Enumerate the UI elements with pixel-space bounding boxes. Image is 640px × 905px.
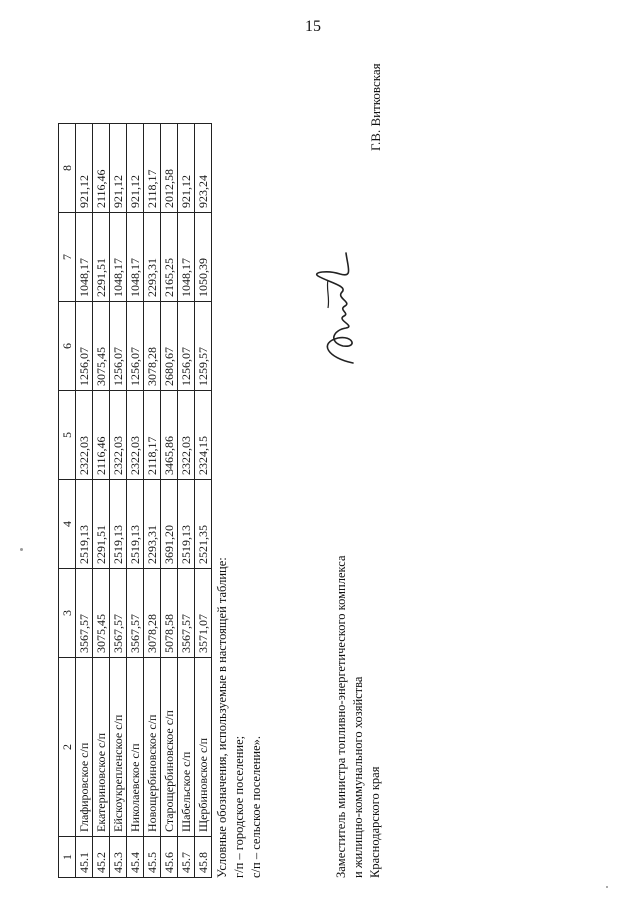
table-cell: 3567,57 bbox=[127, 569, 144, 658]
scan-artifact bbox=[20, 548, 23, 551]
table-cell: 2519,13 bbox=[127, 480, 144, 569]
table-cell: 2293,31 bbox=[144, 213, 161, 302]
table-cell: 45.3 bbox=[110, 837, 127, 878]
legend-item-gp: г/п – городское поселение; bbox=[232, 735, 246, 878]
table-cell: 2324,15 bbox=[195, 391, 212, 480]
legend-block bbox=[214, 557, 265, 878]
tariff-table bbox=[58, 123, 212, 878]
table-cell: 923,24 bbox=[195, 124, 212, 213]
column-number: 7 bbox=[59, 213, 76, 302]
table-cell: 1048,17 bbox=[127, 213, 144, 302]
column-number: 1 bbox=[59, 837, 76, 878]
scan-artifact-2 bbox=[606, 886, 608, 888]
table-cell: 2116,46 bbox=[93, 391, 110, 480]
table-cell: 2118,17 bbox=[144, 391, 161, 480]
table-cell: Старощербиновское с/п bbox=[161, 658, 178, 837]
table-cell: 921,12 bbox=[110, 124, 127, 213]
table-cell: 1048,17 bbox=[76, 213, 93, 302]
table-cell: 3078,28 bbox=[144, 302, 161, 391]
table-cell: 2012,58 bbox=[161, 124, 178, 213]
table-cell: 45.1 bbox=[76, 837, 93, 878]
table-cell: 2322,03 bbox=[76, 391, 93, 480]
table-row bbox=[127, 124, 144, 878]
table-cell: 2519,13 bbox=[110, 480, 127, 569]
table-cell: Глафировское с/п bbox=[76, 658, 93, 837]
table-cell: 1050,39 bbox=[195, 213, 212, 302]
column-number: 3 bbox=[59, 569, 76, 658]
table-cell: 2291,51 bbox=[93, 480, 110, 569]
table-cell: Николаевское с/п bbox=[127, 658, 144, 837]
table-cell: 1048,17 bbox=[178, 213, 195, 302]
table-cell: 1048,17 bbox=[110, 213, 127, 302]
table-cell: 45.7 bbox=[178, 837, 195, 878]
page-number: 15 bbox=[305, 18, 321, 35]
table-row bbox=[195, 124, 212, 878]
table-header-row bbox=[59, 124, 76, 878]
legend-item-sp: с/п – сельское поселение». bbox=[249, 735, 263, 878]
table-cell: 2521,35 bbox=[195, 480, 212, 569]
table-cell: 921,12 bbox=[76, 124, 93, 213]
rotated-content bbox=[28, 38, 628, 878]
column-number: 2 bbox=[59, 658, 76, 837]
table-cell: 2291,51 bbox=[93, 213, 110, 302]
table-row bbox=[76, 124, 93, 878]
table-cell: 2680,67 bbox=[161, 302, 178, 391]
table-cell: 2322,03 bbox=[127, 391, 144, 480]
signatory-name: Г.В. Витковская bbox=[368, 63, 383, 151]
table-cell: 1259,57 bbox=[195, 302, 212, 391]
table-cell: 2293,31 bbox=[144, 480, 161, 569]
column-number: 4 bbox=[59, 480, 76, 569]
table-cell: 3078,28 bbox=[144, 569, 161, 658]
table-cell: 2165,25 bbox=[161, 213, 178, 302]
table-cell: 1256,07 bbox=[178, 302, 195, 391]
column-number: 8 bbox=[59, 124, 76, 213]
table-cell: 3075,45 bbox=[93, 302, 110, 391]
table-cell: 45.4 bbox=[127, 837, 144, 878]
table-row bbox=[144, 124, 161, 878]
table-cell: 2322,03 bbox=[178, 391, 195, 480]
table-cell: 921,12 bbox=[178, 124, 195, 213]
table-cell: 3691,20 bbox=[161, 480, 178, 569]
table-cell: Щербиновское с/п bbox=[195, 658, 212, 837]
signatory-line-3: Краснодарского края bbox=[368, 766, 382, 878]
table-cell: Екатериновское с/п bbox=[93, 658, 110, 837]
signatory-line-1: Заместитель министра топливно-энергетического комплекса bbox=[334, 555, 348, 878]
table-cell: 3075,45 bbox=[93, 569, 110, 658]
table-cell: 3465,86 bbox=[161, 391, 178, 480]
table-cell: 2322,03 bbox=[110, 391, 127, 480]
table-cell: 2519,13 bbox=[76, 480, 93, 569]
table-cell: 5078,58 bbox=[161, 569, 178, 658]
table-cell: 3567,57 bbox=[76, 569, 93, 658]
table-cell: 3571,07 bbox=[195, 569, 212, 658]
table-cell: 2519,13 bbox=[178, 480, 195, 569]
table-cell: 45.2 bbox=[93, 837, 110, 878]
table-cell: 2118,17 bbox=[144, 124, 161, 213]
table-cell: 921,12 bbox=[127, 124, 144, 213]
signatory-line-2: и жилищно-коммунального хозяйства bbox=[351, 676, 365, 878]
table-cell: Ейскоукрепленское с/п bbox=[110, 658, 127, 837]
table-cell: Новощербиновское с/п bbox=[144, 658, 161, 837]
signatory-title bbox=[333, 555, 384, 878]
handwritten-signature bbox=[298, 248, 378, 368]
column-number: 6 bbox=[59, 302, 76, 391]
table-cell: 45.8 bbox=[195, 837, 212, 878]
table-cell: 3567,57 bbox=[110, 569, 127, 658]
table-cell: 1256,07 bbox=[76, 302, 93, 391]
table-row bbox=[93, 124, 110, 878]
table-cell: 45.6 bbox=[161, 837, 178, 878]
table-row bbox=[178, 124, 195, 878]
table-cell: 2116,46 bbox=[93, 124, 110, 213]
table-cell: 3567,57 bbox=[178, 569, 195, 658]
table-cell: 45.5 bbox=[144, 837, 161, 878]
table-row bbox=[110, 124, 127, 878]
table-cell: Шабельское с/п bbox=[178, 658, 195, 837]
table-cell: 1256,07 bbox=[127, 302, 144, 391]
table-cell: 1256,07 bbox=[110, 302, 127, 391]
column-number: 5 bbox=[59, 391, 76, 480]
table-row bbox=[161, 124, 178, 878]
legend-title: Условные обозначения, используемые в настоящей таблице: bbox=[215, 557, 229, 878]
